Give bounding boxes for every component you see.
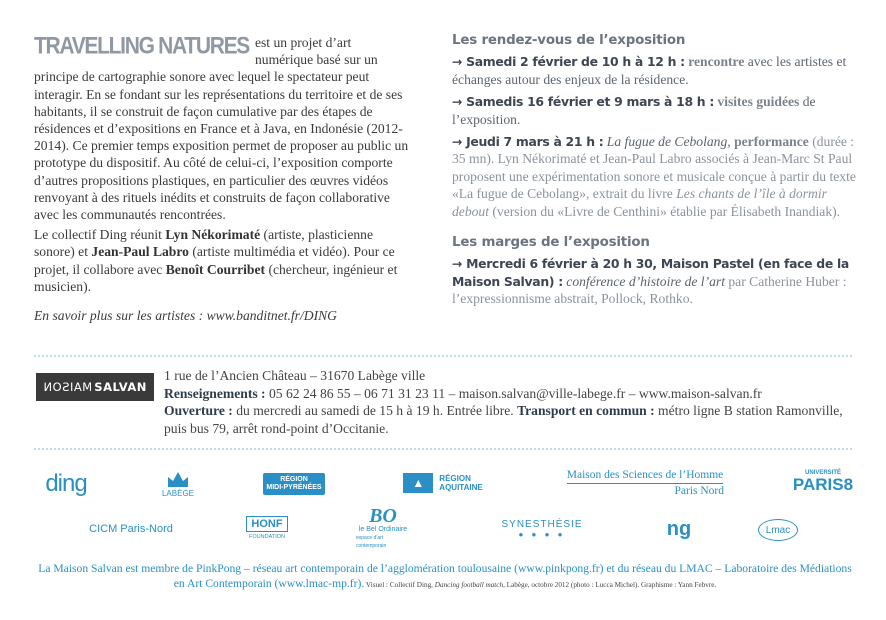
transport-label: Transport en commun : xyxy=(517,403,655,419)
labege-logo xyxy=(158,466,198,500)
synesthesie-text: SYNESTHÉSIE xyxy=(501,519,583,530)
artist-name-1: Lyn Nékorimaté xyxy=(165,227,261,243)
address-line: 1 rue de l’Ancien Château – 31670 Labège ville xyxy=(164,368,426,383)
open-label: Ouverture : xyxy=(164,403,233,419)
credit-title: Dancing football match xyxy=(434,581,504,589)
rdv-title: Les rendez-vous de l’exposition xyxy=(452,33,686,48)
intro-paragraph xyxy=(34,34,412,223)
collective-paragraph xyxy=(34,226,412,295)
honf-logo xyxy=(242,513,292,543)
msh-line2: Paris Nord xyxy=(674,485,724,497)
logo-bold-word: SALVAN xyxy=(94,380,147,394)
paris8-logo xyxy=(792,466,854,496)
region-aq-line1: RÉGION xyxy=(439,474,471,483)
lmac-logo: Lmac xyxy=(758,519,798,541)
event-3-book: Les chants de l’île à dormir debout xyxy=(452,186,827,219)
artist-name-3: Benoît Courribet xyxy=(165,261,266,277)
event-2-type: visites guidées xyxy=(717,94,800,110)
honf-text: HONF xyxy=(246,516,287,532)
artist-name-2: Jean-Paul Labro xyxy=(91,244,189,260)
marges-title: Les marges de l’exposition xyxy=(452,235,650,251)
honf-sub: FOUNDATION xyxy=(249,534,285,540)
bo-mark: BO xyxy=(369,505,397,527)
event-1-type: rencontre xyxy=(688,54,745,70)
ing-logo: ng xyxy=(666,517,692,540)
more-info-link[interactable]: En savoir plus sur les artistes : www.banditnet.fr/DING xyxy=(34,308,337,324)
event-3-title: La fugue de Cebolang, xyxy=(606,134,731,150)
rens-label: Renseignements : xyxy=(164,385,266,401)
event-3-desc: (durée : 35 mn). Lyn Nékorimaté et Jean-Paul Labro associés à Jean-Marc St Paul proposent une expérimentation sonore et musicale conçue à partir du texte «La fugue de Cebolang», extrait du livre xyxy=(452,134,856,202)
events-column xyxy=(452,32,856,313)
event-1-desc: avec les artistes et échanges autour des enjeux de la résidence. xyxy=(452,54,847,87)
intro-text: est un projet d’art numérique basé sur un principe de cartographie sonore avec lequel le spectateur peut interagir. En se fondant sur les représentations du territoire et de ses habitants, il se construit de façon cumulative par des étapes de résidences et d’expositions en France et à Java, en Indonésie (2012-2014). Ce premier temps exposition permet de proposer au public un prototype du dispositif. Au côté de celui-ci, l’exposition comporte d’autres propositions plastiques, en particulier des œuvres vidéos renvoyant à des rituels inédits et construits de façon collaborative avec les communautés rencontrées. xyxy=(34,35,409,223)
event-4 xyxy=(452,255,856,307)
event-4-date: → Mercredi 6 février à 20 h 30, Maison Pastel (en face de la Maison Salvan) : xyxy=(452,256,849,289)
event-3-end: (version du «Livre de Centhini» établie par Élisabeth Inandiak). xyxy=(489,203,841,219)
bel-ordinaire-logo xyxy=(356,505,410,549)
footer xyxy=(34,561,856,593)
p2-text-b: (artiste, plasticienne sonore) et xyxy=(34,227,373,260)
credit-b: , Labège, octobre 2012 (photo : Lucca Michel). Graphisme : Yann Febvre. xyxy=(503,581,717,589)
region-aq-line2: AQUITAINE xyxy=(439,483,483,492)
project-description xyxy=(34,34,412,327)
labege-crest-icon xyxy=(165,469,191,489)
ding-logo: ding xyxy=(45,470,87,497)
transport-value: métro ligne B station Ramonville, puis bus 79, arrêt rond-point d’Occitanie. xyxy=(164,403,843,436)
region-mp-line2: MIDI-PYRÉNÉES xyxy=(266,484,322,491)
bo-sub1: le Bel Ordinaire xyxy=(358,526,408,533)
credit-a: Visuel : Collectif Ding, xyxy=(364,581,435,589)
paris8-text: PARIS8 xyxy=(792,474,854,494)
region-mp-line1: RÉGION xyxy=(280,476,308,483)
event-1 xyxy=(452,53,856,88)
p2-text-c: (artiste multimédia et vidéo). Pour ce projet, il collabore avec xyxy=(34,244,395,277)
footer-credit xyxy=(364,581,716,589)
msh-paris-nord-logo xyxy=(560,467,730,499)
p2-text-d: (chercheur, ingénieur et musicien). xyxy=(34,261,398,294)
event-3 xyxy=(452,133,856,220)
synesthesie-dots-icon: ● ● ● ● xyxy=(518,530,566,539)
aquitaine-mark-icon: ▲ xyxy=(403,473,433,493)
event-3-date: → Jeudi 7 mars à 21 h : xyxy=(452,134,604,150)
paris8-top: UNIVERSITÉ xyxy=(804,469,841,476)
contact-line xyxy=(164,385,854,403)
p2-text-a: Le collectif Ding réunit xyxy=(34,227,166,243)
event-3-type: performance xyxy=(734,134,809,150)
separator-top xyxy=(34,355,852,357)
labege-text: LABÈGE xyxy=(161,488,194,498)
synesthesie-logo xyxy=(494,518,590,540)
footer-network-line: La Maison Salvan est membre de PinkPong – réseau art contemporain de l’agglomération toulousaine (www.pinkpong.fr) et du réseau du LMAC – Laboratoire des Médiations en Art Contemporain (www.lmac-mp.fr). xyxy=(38,562,852,590)
open-value: du mercredi au samedi de 15 h à 19 h. Entrée libre. xyxy=(232,403,518,419)
event-4-type: conférence d’histoire de l’art xyxy=(566,273,725,289)
hours-line xyxy=(164,402,854,437)
event-4-desc: par Catherine Huber : l’expressionnisme abstrait, Pollock, Rothko. xyxy=(452,273,847,307)
region-aquitaine-logo xyxy=(396,472,490,494)
rens-value[interactable]: 05 62 24 86 55 – 06 71 31 23 11 – maison.salvan@ville-labege.fr – www.maison-salvan.fr xyxy=(265,385,762,401)
event-2-date: → Samedis 16 février et 9 mars à 18 h : xyxy=(452,94,714,110)
cicm-logo: CICM Paris-Nord xyxy=(89,523,173,535)
brand-title: TRAVELLING NATURES xyxy=(34,32,249,60)
region-midi-pyrenees-logo xyxy=(263,473,325,495)
msh-line1: Maison des Sciences de l’Homme xyxy=(567,468,724,484)
event-2-desc: de l’exposition. xyxy=(452,94,816,127)
event-2 xyxy=(452,93,856,128)
logo-mirrored-word: MAISON xyxy=(43,380,93,394)
maison-salvan-logo xyxy=(36,373,154,401)
bo-sub2: espace d’art contemporain xyxy=(356,535,387,549)
event-1-date: → Samedi 2 février de 10 h à 12 h : xyxy=(452,54,685,70)
separator-bottom xyxy=(34,448,852,450)
address-block xyxy=(164,367,854,437)
